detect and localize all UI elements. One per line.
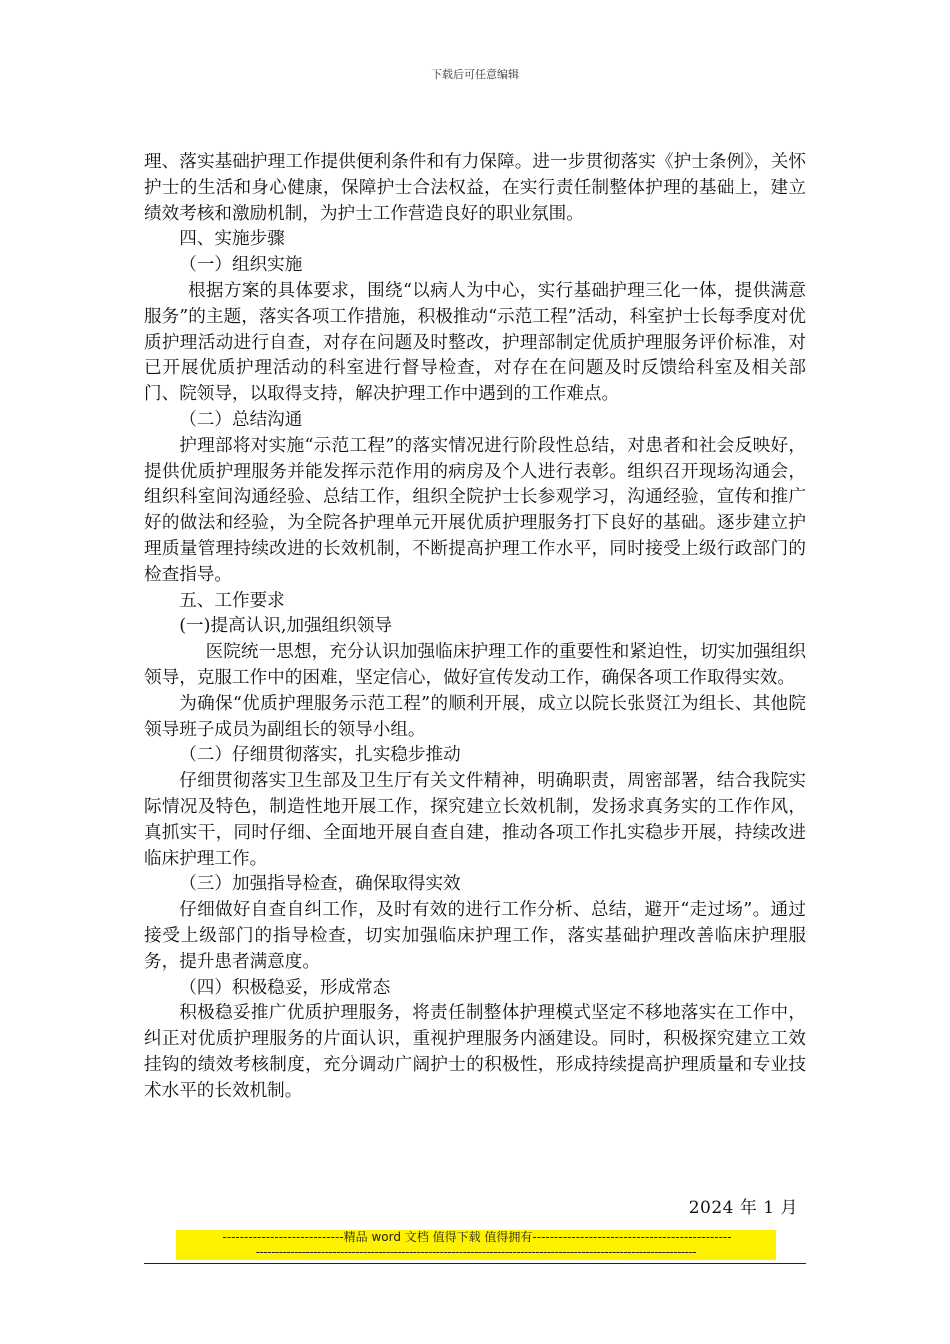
subsection-heading: （三）加强指导检查，确保取得实效 [179,874,461,895]
subsection-heading: （二）仔细贯彻落实，扎实稳步推动 [179,745,461,766]
paragraph: 仔细贯彻落实卫生部及卫生厅有关文件精神，明确职责，周密部署，结合我院实际情况及特色，制造性地开展工作，探究建立长效机制，发扬求真务实的工作作风，真抓实干，同时仔细、全面地开展自查自建，推动各项工作扎实稳步开展，持续改进临床护理工作。 [144,771,806,869]
paragraph: 医院统一思想，充分认识加强临床护理工作的重要性和紧迫性，切实加强组织领导，克服工作中的困难，坚定信心，做好宣传发动工作，确保各项工作取得实效。 [144,642,806,688]
section-heading: 五、工作要求 [179,590,285,611]
footer-banner-line: ----------------------------精品 word 文档 值得下载 值得拥有---------------------------------------------- [222,1230,732,1244]
document-body [144,150,806,1104]
subsection-heading: (一)提高认识,加强组织领导 [179,616,393,637]
paragraph: 理、落实基础护理工作提供便利条件和有力保障。进一步贯彻落实《护士条例》，关怀护士的生活和身心健康，保障护士合法权益，在实行责任制整体护理的基础上，建立绩效考核和激励机制，为护士工作营造良好的职业氛围。 [144,152,806,224]
subsection-heading: （一）组织实施 [179,255,303,276]
paragraph: 护理部将对实施“示范工程”的落实情况进行阶段性总结，对患者和社会反映好，提供优质护理服务并能发挥示范作用的病房及个人进行表彰。组织召开现场沟通会，组织科室间沟通经验、总结工作，组织全院护士长参观学习，沟通经验，宣传和推广好的做法和经验，为全院各护理单元开展优质护理服务打下良好的基础。逐步建立护理质量管理持续改进的长效机制，不断提高护理工作水平，同时接受上级行政部门的检查指导。 [144,435,806,585]
paragraph: 根据方案的具体要求，围绕“以病人为中心，实行基础护理三化一体，提供满意服务”的主题，落实各项工作措施，积极推动“示范工程”活动，科室护士长每季度对优质护理活动进行自查，对存在问题及时整改，护理部制定优质护理服务评价标准，对已开展优质护理活动的科室进行督导检查，对存在在问题及时反馈给科室及相关部门、院领导，以取得支持，解决护理工作中遇到的工作难点。 [144,280,806,405]
footer-divider [144,1263,806,1264]
section-heading: 四、实施步骤 [179,229,285,250]
subsection-heading: （二）总结沟通 [179,409,303,430]
subsection-heading: （四）积极稳妥，形成常态 [179,977,391,998]
page-header: 下载后可任意编辑 [431,68,519,81]
paragraph: 为确保“优质护理服务示范工程”的顺利开展，成立以院长张贤江为组长、其他院领导班子成员为副组长的领导小组。 [144,693,806,740]
document-date: 2024 年 1 月 [688,1198,798,1218]
paragraph: 仔细做好自查自纠工作，及时有效的进行工作分析、总结，避开“走过场”。通过接受上级部门的指导检查，切实加强临床护理工作，落实基础护理改善临床护理服务，提升患者满意度。 [144,900,806,972]
paragraph: 积极稳妥推广优质护理服务，将责任制整体护理模式坚定不移地落实在工作中，纠正对优质护理服务的片面认识，重视护理服务内涵建设。同时，积极探究建立工效挂钩的绩效考核制度，充分调动广阔护士的积极性，形成持续提高护理质量和专业技术水平的长效机制。 [144,1003,806,1101]
footer-banner [176,1230,776,1260]
footer-banner-dashes: ------------------------------------------------------------------------------------------------------------------- [255,1245,697,1259]
